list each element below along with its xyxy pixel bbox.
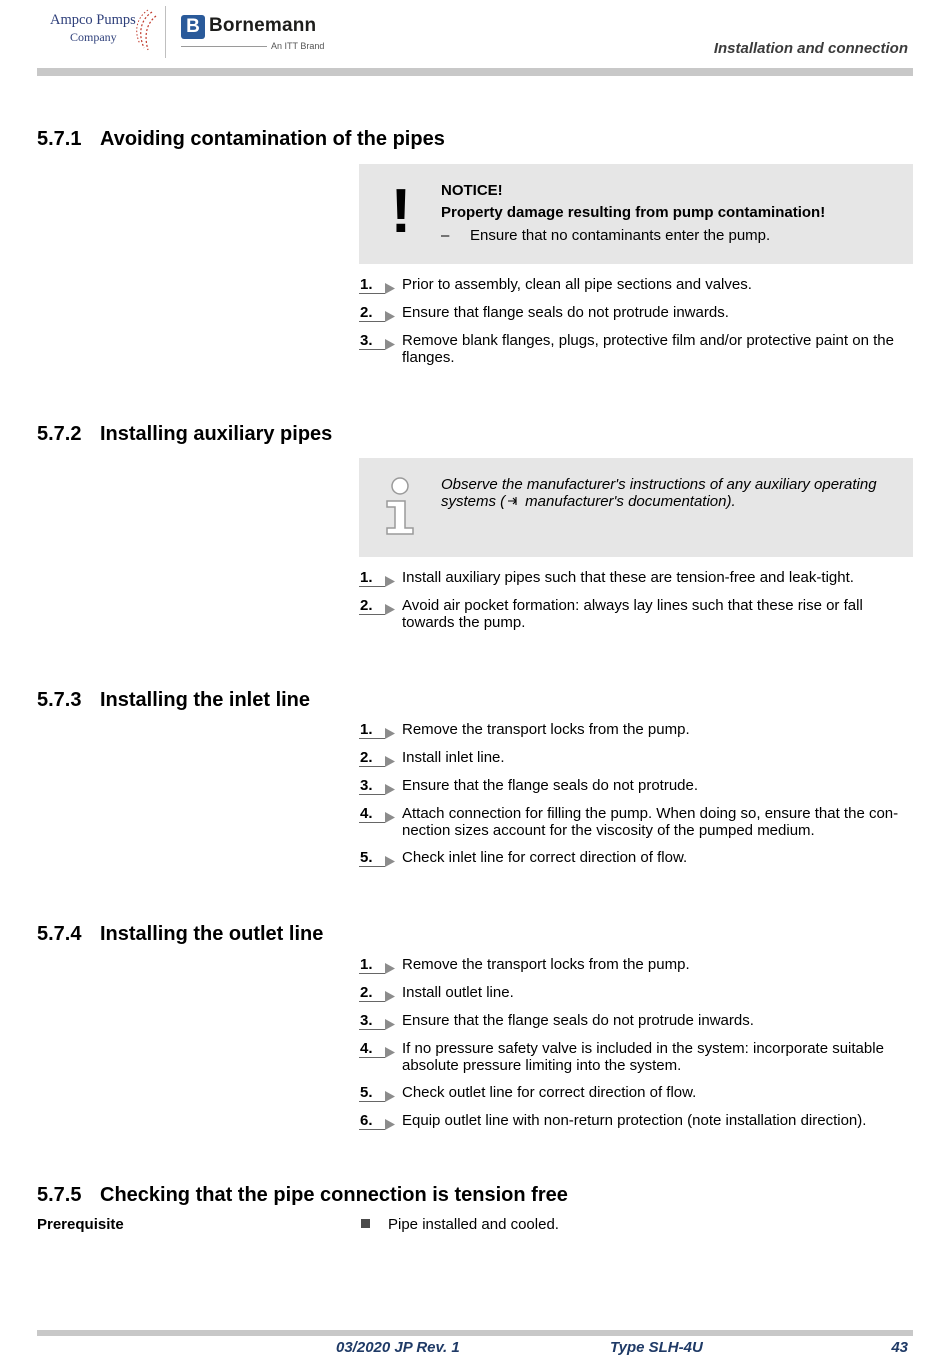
section-title-5-7-2: Installing auxiliary pipes: [100, 423, 333, 445]
step-item: [359, 1112, 913, 1130]
step-text: Install auxiliary pipes such that these are tension-free and leak-tight.: [402, 569, 854, 586]
bornemann-logo-name: Bornemann: [209, 15, 317, 36]
step-number: 2.: [360, 984, 373, 1001]
section-title-5-7-1: Avoiding contamination of the pipes: [100, 128, 445, 150]
step-item: [359, 304, 913, 322]
header-chapter-title: Installation and connection: [713, 40, 908, 57]
step-number: 2.: [360, 749, 373, 766]
step-text: Remove the transport locks from the pump.: [402, 956, 690, 973]
step-text: Ensure that the flange seals do not protrude inwards.: [402, 1012, 754, 1029]
step-text: Attach connection for filling the pump. When doing so, ensure that the con-nection sizes account for the viscosity of the pumped medium.: [402, 805, 899, 839]
notice-instruction: Ensure that no contaminants enter the pump.: [470, 227, 771, 244]
section-title-5-7-5: Checking that the pipe connection is tension free: [100, 1184, 568, 1206]
step-item: [359, 777, 913, 795]
step-text: Check outlet line for correct direction of flow.: [402, 1084, 697, 1101]
step-number: 1.: [360, 276, 373, 293]
step-item: [359, 1040, 913, 1074]
section-number-5-7-2: 5.7.2: [37, 423, 82, 445]
step-item: [359, 1012, 913, 1030]
step-item: [359, 597, 913, 631]
info-box: [359, 458, 913, 557]
steps-list-5-7-4: [359, 956, 913, 1140]
info-text: [441, 476, 897, 510]
step-item: [359, 984, 913, 1002]
reference-hand-icon: [507, 495, 521, 507]
steps-list-5-7-1: [359, 276, 913, 376]
ampco-pumps-logo: [46, 8, 158, 56]
step-text: Check inlet line for correct direction of flow.: [402, 849, 688, 866]
section-number-5-7-1: 5.7.1: [37, 128, 82, 150]
step-item: [359, 332, 913, 366]
step-text: Avoid air pocket formation: always lay lines such that these rise or fall towards the pump.: [402, 597, 863, 631]
step-number: 1.: [360, 721, 373, 738]
step-text: If no pressure safety valve is included in the system: incorporate suitable absolute pressure limiting into the system.: [402, 1040, 884, 1074]
steps-list-5-7-2: [359, 569, 913, 641]
prerequisite-label: Prerequisite: [37, 1216, 124, 1233]
step-item: [359, 1084, 913, 1102]
ampco-swirl-icon: [130, 8, 160, 56]
step-item: [359, 749, 913, 767]
step-item: [359, 721, 913, 739]
section-title-5-7-4: Installing the outlet line: [100, 923, 324, 945]
info-icon: [379, 476, 419, 536]
section-number-5-7-5: 5.7.5: [37, 1184, 82, 1206]
step-text: Ensure that flange seals do not protrude inwards.: [402, 304, 729, 321]
bornemann-logo-icon: B: [181, 15, 205, 39]
step-item: [359, 805, 913, 839]
bornemann-tagline-rule: [181, 46, 267, 47]
step-number: 3.: [360, 1012, 373, 1029]
notice-box: [359, 164, 913, 264]
exclamation-icon: !: [390, 177, 412, 246]
footer-rule: [37, 1330, 913, 1336]
step-text: Remove the transport locks from the pump.: [402, 721, 690, 738]
step-number: 5.: [360, 849, 373, 866]
info-text-start: Observe the manufacturer's instructions of any auxiliary operating systems (: [441, 476, 877, 510]
step-number: 5.: [360, 1084, 373, 1101]
step-number: 1.: [360, 569, 373, 586]
footer-revision: 03/2020 JP Rev. 1: [336, 1339, 460, 1356]
prerequisite-item: Pipe installed and cooled.: [388, 1216, 559, 1233]
steps-list-5-7-3: [359, 721, 913, 877]
notice-label: NOTICE!: [441, 182, 503, 199]
notice-dash: –: [441, 227, 450, 244]
step-item: [359, 569, 913, 587]
step-text: Prior to assembly, clean all pipe sections and valves.: [402, 276, 752, 293]
step-number: 3.: [360, 332, 373, 349]
step-text: Equip outlet line with non-return protection (note installation direction).: [402, 1112, 867, 1129]
header-rule: [37, 68, 913, 76]
step-number: 6.: [360, 1112, 373, 1129]
header-logo-divider: [165, 6, 166, 58]
square-bullet-icon: [361, 1219, 370, 1228]
section-number-5-7-3: 5.7.3: [37, 689, 82, 711]
footer-type: Type SLH-4U: [610, 1339, 703, 1356]
step-text: Remove blank flanges, plugs, protective film and/or protective paint on the flanges.: [402, 332, 894, 366]
step-number: 2.: [360, 597, 373, 614]
step-number: 4.: [360, 1040, 373, 1057]
step-text: Install outlet line.: [402, 984, 514, 1001]
step-number: 1.: [360, 956, 373, 973]
notice-text: Property damage resulting from pump contamination!: [441, 204, 826, 221]
step-item: [359, 849, 913, 867]
step-item: [359, 276, 913, 294]
step-number: 3.: [360, 777, 373, 794]
step-number: 2.: [360, 304, 373, 321]
section-title-5-7-3: Installing the inlet line: [100, 689, 311, 711]
ampco-logo-line1: Ampco Pumps: [50, 12, 136, 28]
step-item: [359, 956, 913, 974]
section-number-5-7-4: 5.7.4: [37, 923, 82, 945]
bornemann-tagline: An ITT Brand: [271, 41, 325, 51]
step-text: Install inlet line.: [402, 749, 505, 766]
footer-page-number: 43: [891, 1339, 908, 1356]
info-text-end: manufacturer's documentation).: [525, 493, 736, 510]
ampco-logo-line2: Company: [70, 30, 117, 44]
step-text: Ensure that the flange seals do not protrude.: [402, 777, 699, 794]
step-number: 4.: [360, 805, 373, 822]
